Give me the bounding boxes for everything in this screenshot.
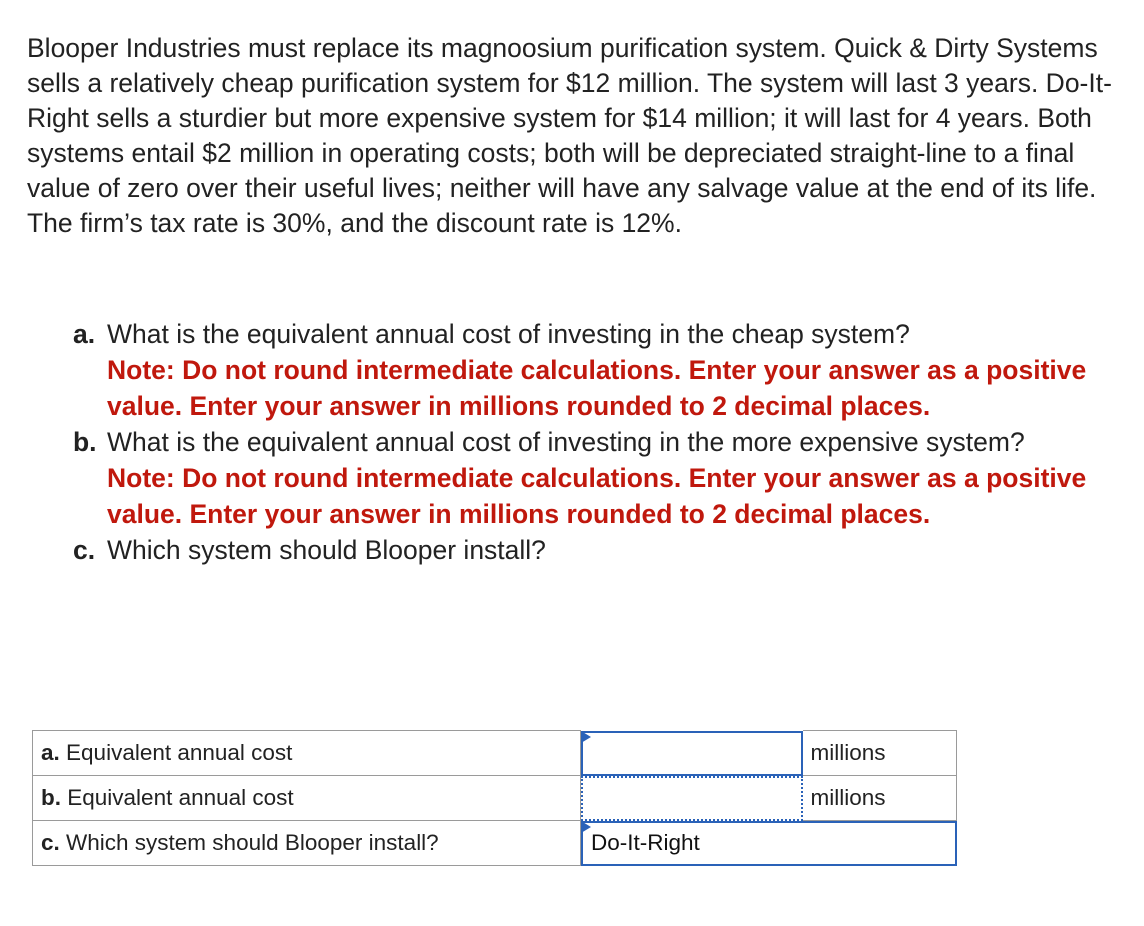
question-letter: a. xyxy=(73,319,96,349)
question-b xyxy=(73,424,1133,532)
flag-marker-icon xyxy=(581,731,591,743)
answer-label-c xyxy=(33,821,581,866)
answer-row-b xyxy=(33,776,957,821)
problem-statement: Blooper Industries must replace its magnoosium purification system. Quick & Dirty Systems sells a relatively cheap purification system for $12 million. The system will last 3 years. Do-It-Right sells a sturdier but more expensive system for $14 million; it will last for 4 years. Both systems entail $2 million in operating costs; both will be depreciated straight-line to a final value of zero over their useful lives; neither will have any salvage value at the end of its life. The firm’s tax rate is 30%, and the discount rate is 12%. xyxy=(27,33,1112,238)
answer-input-cell-a xyxy=(581,731,803,776)
flag-marker-icon xyxy=(581,821,591,833)
answer-input-cell-b xyxy=(581,776,803,821)
answer-letter: c. xyxy=(41,830,60,855)
question-letter: b. xyxy=(73,427,97,457)
answer-label-text: Equivalent annual cost xyxy=(67,785,294,810)
system-choice-select[interactable]: Do-It-Right xyxy=(581,821,957,866)
question-note: Note: Do not round intermediate calculations. Enter your answer as a positive value. Enter your answer in millions rounded to 2 decimal places. xyxy=(107,355,1087,421)
unit-label-b: millions xyxy=(803,776,957,821)
answer-row-a xyxy=(33,731,957,776)
question-text: What is the equivalent annual cost of investing in the cheap system? xyxy=(107,319,910,349)
eac-cheap-input[interactable] xyxy=(581,731,803,776)
answer-letter: a. xyxy=(41,740,60,765)
answer-label-text: Equivalent annual cost xyxy=(66,740,293,765)
answer-label-b xyxy=(33,776,581,821)
answer-label-a xyxy=(33,731,581,776)
question-c xyxy=(73,532,1133,568)
question-letter: c. xyxy=(73,535,96,565)
question-text: Which system should Blooper install? xyxy=(107,535,546,565)
eac-expensive-input[interactable] xyxy=(581,776,803,821)
unit-label-a: millions xyxy=(803,731,957,776)
question-list xyxy=(73,316,1133,568)
answer-letter: b. xyxy=(41,785,61,810)
question-text: What is the equivalent annual cost of investing in the more expensive system? xyxy=(107,427,1025,457)
answer-row-c xyxy=(33,821,957,866)
question-a xyxy=(73,316,1133,424)
answer-input-cell-c xyxy=(581,821,957,866)
answer-label-text: Which system should Blooper install? xyxy=(66,830,439,855)
answer-table xyxy=(32,730,957,866)
question-note: Note: Do not round intermediate calculations. Enter your answer as a positive value. Enter your answer in millions rounded to 2 decimal places. xyxy=(107,463,1087,529)
